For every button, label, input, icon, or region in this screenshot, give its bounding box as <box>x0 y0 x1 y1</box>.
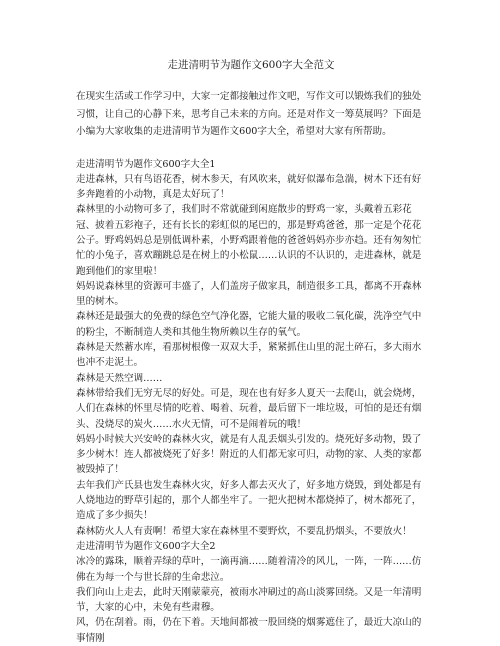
body-paragraph: 走进森林，只有鸟语花香，树木参天，有风吹来，就好似瀑布急湍，树木下还有好多奔跑着的小动物，真是太好玩了！ <box>76 172 426 203</box>
intro-text: 在现实生活或工作学习中，大家一定都接触过作文吧，写作文可以锻炼我们的独处习惯，让自己的心静下来，思考自己未来的方向。还是对作文一筹莫展吗？下面是小编为大家收集的走进清明节为题作文600字大全，希望对大家有所帮助。 <box>76 88 426 141</box>
body-paragraph: 妈妈小时候大兴安岭的森林火灾，就是有人乱丢烟头引发的。烧死好多动物，毁了多少树木！连人都被烧死了好多！附近的人们都无家可归，动物的家、人类的家都被毁掉了！ <box>76 432 426 478</box>
body-paragraph: 森林防火人人有责啊！希望大家在森林里不要野炊，不要乱扔烟头，不要放火！ <box>76 524 426 539</box>
intro-paragraph <box>76 88 426 141</box>
body-paragraph: 森林带给我们无穷无尽的好处。可是，现在也有好多人夏天一去爬山，就会烧烤，人们在森林的怀里尽情的吃着、喝着、玩着，最后留下一堆垃圾，可怕的是还有烟头、没烧尽的炭火……水火无情，可不是闹着玩的哦！ <box>76 386 426 432</box>
section-heading: 走进清明节为题作文600字大全2 <box>76 539 426 554</box>
body-paragraph: 风，仍在刮着。雨，仍在下着。天地间都被一股回绕的烟雾遮住了，最近大凉山的事情刚 <box>76 615 426 646</box>
body-paragraph: 森林是天然空调…… <box>76 371 426 386</box>
document-body <box>76 157 426 646</box>
body-paragraph: 森林里的小动物可多了，我们时不常就碰到闲庭散步的野鸡一家，头戴着五彩花冠、披着五彩袍子，还有长长的彩虹似的尾巴的，那是野鸡爸爸，那一定是个花花公子。野鸡妈妈总是别低调朴素，小野鸡跟着他的爸爸妈妈亦步亦趋。还有匆匆忙忙的小兔子，喜欢蹦跳总是在树上的小松鼠……认识的不认识的，走进森林，就是跑到他们的家里啦！ <box>76 202 426 278</box>
document-title: 走进清明节为题作文600字大全范文 <box>76 0 426 72</box>
body-paragraph: 我们向山上走去，此时天刚蒙蒙亮，被雨水冲刷过的高山淡雾回绕。又是一年清明节，大家的心中，未免有些肃穆。 <box>76 585 426 616</box>
body-paragraph: 妈妈说森林里的资源可丰盛了，人们盖房子做家具，制造很多工具，都离不开森林里的树木。 <box>76 279 426 310</box>
body-paragraph: 冰冷的露珠，顺着弄绿的草叶，一滴再滴……随着清冷的风儿，一阵，一阵……仿佛在为每一个与世长辞的生命悲泣。 <box>76 554 426 585</box>
section-heading: 走进清明节为题作文600字大全1 <box>76 157 426 172</box>
body-paragraph: 去年我们产氏县也发生森林火灾，好多人都去灭火了，好多地方烧毁，到处都是有人烧地边的野草引起的，那个人都坐牢了。一把火把树木都烧掉了，树木都死了，造成了多少损失！ <box>76 478 426 524</box>
body-paragraph: 森林还是最强大的免费的绿色空气净化器，它能大量的吸收二氧化碳，洗净空气中的粉尘，不断制造人类和其他生物所赖以生存的氧气。 <box>76 309 426 340</box>
body-paragraph: 森林是天然蓄水库，看那树根像一双双大手，紧紧抓住山里的泥土碎石，多大雨水也冲不走泥土。 <box>76 340 426 371</box>
